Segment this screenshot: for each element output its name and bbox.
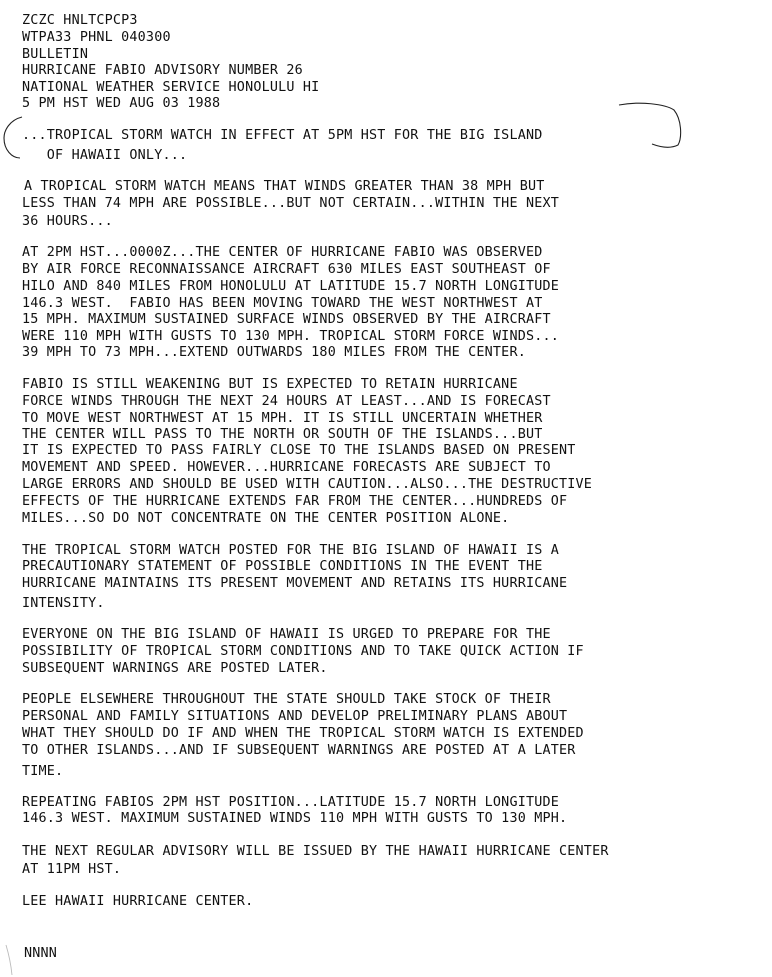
paragraph-line: SUBSEQUENT WARNINGS ARE POSTED LATER. [22, 661, 328, 676]
paragraph-line: LARGE ERRORS AND SHOULD BE USED WITH CAUTION...ALSO...THE DESTRUCTIVE [22, 477, 593, 492]
paragraph-line: HILO AND 840 MILES FROM HONOLULU AT LATITUDE 15.7 NORTH LONGITUDE [22, 279, 560, 294]
paragraph-line: A TROPICAL STORM WATCH MEANS THAT WINDS GREATER THAN 38 MPH BUT [24, 179, 545, 194]
signature-line: LEE HAWAII HURRICANE CENTER. [22, 894, 254, 909]
header-line: WTPA33 PHNL 040300 [22, 30, 171, 45]
paragraph-line: PERSONAL AND FAMILY SITUATIONS AND DEVELOP PRELIMINARY PLANS ABOUT [22, 709, 568, 724]
paragraph-line: WERE 110 MPH WITH GUSTS TO 130 MPH. TROPICAL STORM FORCE WINDS... [22, 329, 560, 344]
paragraph-line: EVERYONE ON THE BIG ISLAND OF HAWAII IS URGED TO PREPARE FOR THE [22, 627, 551, 642]
paragraph-line: LESS THAN 74 MPH ARE POSSIBLE...BUT NOT CERTAIN...WITHIN THE NEXT [22, 196, 560, 211]
paragraph-line: AT 11PM HST. [22, 862, 122, 877]
paragraph-line: PRECAUTIONARY STATEMENT OF POSSIBLE CONDITIONS IN THE EVENT THE [22, 559, 543, 574]
paragraph-line: 146.3 WEST. MAXIMUM SUSTAINED WINDS 110 MPH WITH GUSTS TO 130 MPH. [22, 811, 568, 826]
paragraph-line: IT IS EXPECTED TO PASS FAIRLY CLOSE TO THE ISLANDS BASED ON PRESENT [22, 443, 576, 458]
headline-line: ...TROPICAL STORM WATCH IN EFFECT AT 5PM HST FOR THE BIG ISLAND [22, 128, 543, 143]
paragraph-line: POSSIBILITY OF TROPICAL STORM CONDITIONS AND TO TAKE QUICK ACTION IF [22, 644, 584, 659]
paragraph-line: MILES...SO DO NOT CONCENTRATE ON THE CENTER POSITION ALONE. [22, 511, 510, 526]
paragraph-line: REPEATING FABIOS 2PM HST POSITION...LATITUDE 15.7 NORTH LONGITUDE [22, 795, 560, 810]
issue-time: 5 PM HST WED AUG 03 1988 [22, 96, 221, 111]
paragraph-line: BY AIR FORCE RECONNAISSANCE AIRCRAFT 630 MILES EAST SOUTHEAST OF [22, 262, 551, 277]
paragraph-line: 39 MPH TO 73 MPH...EXTEND OUTWARDS 180 MILES FROM THE CENTER. [22, 345, 526, 360]
paragraph-line: MOVEMENT AND SPEED. HOWEVER...HURRICANE FORECASTS ARE SUBJECT TO [22, 460, 551, 475]
paragraph-line: 36 HOURS... [22, 214, 113, 229]
paragraph-line: FORCE WINDS THROUGH THE NEXT 24 HOURS AT LEAST...AND IS FORECAST [22, 394, 551, 409]
paragraph-line: THE NEXT REGULAR ADVISORY WILL BE ISSUED BY THE HAWAII HURRICANE CENTER [22, 844, 609, 859]
headline-line: OF HAWAII ONLY... [22, 148, 188, 163]
end-of-message: NNNN [24, 946, 58, 961]
paragraph-line: WHAT THEY SHOULD DO IF AND WHEN THE TROPICAL STORM WATCH IS EXTENDED [22, 726, 584, 741]
paragraph-line: INTENSITY. [22, 596, 105, 611]
header-line: ZCZC HNLTCPCP3 [22, 13, 138, 28]
paragraph-line: TO OTHER ISLANDS...AND IF SUBSEQUENT WARNINGS ARE POSTED AT A LATER [22, 743, 576, 758]
paragraph-line: EFFECTS OF THE HURRICANE EXTENDS FAR FROM THE CENTER...HUNDREDS OF [22, 494, 568, 509]
paragraph-line: TIME. [22, 764, 64, 779]
paragraph-line: 15 MPH. MAXIMUM SUSTAINED SURFACE WINDS OBSERVED BY THE AIRCRAFT [22, 312, 551, 327]
paragraph-line: HURRICANE MAINTAINS ITS PRESENT MOVEMENT AND RETAINS ITS HURRICANE [22, 576, 568, 591]
paragraph-line: 146.3 WEST. FABIO HAS BEEN MOVING TOWARD THE WEST NORTHWEST AT [22, 296, 543, 311]
advisory-title: HURRICANE FABIO ADVISORY NUMBER 26 [22, 63, 303, 78]
paragraph-line: PEOPLE ELSEWHERE THROUGHOUT THE STATE SHOULD TAKE STOCK OF THEIR [22, 692, 551, 707]
paragraph-line: THE TROPICAL STORM WATCH POSTED FOR THE BIG ISLAND OF HAWAII IS A [22, 543, 560, 558]
header-line: BULLETIN [22, 47, 89, 62]
paragraph-line: AT 2PM HST...0000Z...THE CENTER OF HURRICANE FABIO WAS OBSERVED [22, 245, 543, 260]
paragraph-line: THE CENTER WILL PASS TO THE NORTH OR SOUTH OF THE ISLANDS...BUT [22, 427, 543, 442]
issuing-office: NATIONAL WEATHER SERVICE HONOLULU HI [22, 80, 320, 95]
paragraph-line: FABIO IS STILL WEAKENING BUT IS EXPECTED TO RETAIN HURRICANE [22, 377, 518, 392]
paragraph-line: TO MOVE WEST NORTHWEST AT 15 MPH. IT IS STILL UNCERTAIN WHETHER [22, 411, 543, 426]
